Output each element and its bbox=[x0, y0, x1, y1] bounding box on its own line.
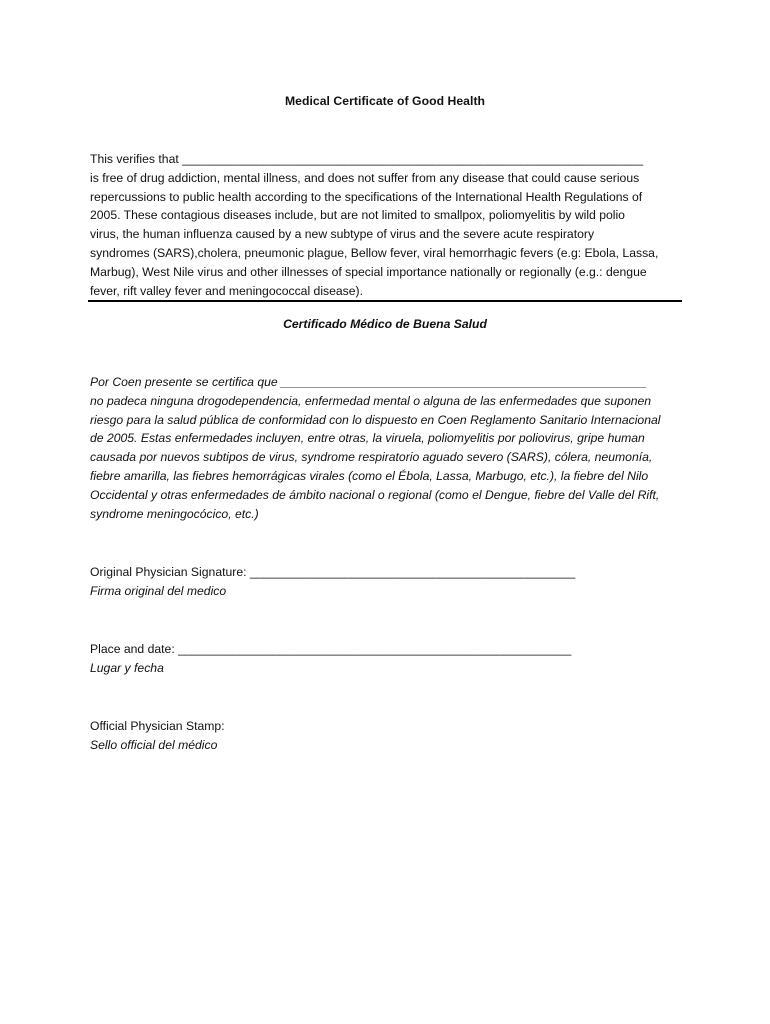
english-line: virus, the human influenza caused by a new subtype of virus and the severe acute respiratory bbox=[90, 227, 595, 242]
english-line: syndromes (SARS),cholera, pneumonic plague, Bellow fever, viral hemorrhagic fevers (e.g: Ebola, Lassa, bbox=[90, 245, 659, 260]
stamp-label: Official Physician Stamp: bbox=[90, 719, 225, 733]
spanish-line: causada por nuevos subtipos de virus, syndrome respiratorio aguado severo (SARS), cólera, neumonía, bbox=[90, 450, 653, 465]
place-date-sublabel: Lugar y fecha bbox=[90, 661, 164, 675]
english-line: fever, rift valley fever and meningococcal disease). bbox=[90, 283, 363, 298]
signature-field bbox=[90, 563, 575, 601]
stamp-field bbox=[90, 717, 225, 755]
english-line: This verifies that ____________________________________________________________________ bbox=[90, 152, 644, 166]
english-line: Marbug), West Nile virus and other illnesses of special importance nationally or regionally (e.g.: dengue bbox=[90, 264, 647, 279]
spanish-title: Certificado Médico de Buena Salud bbox=[283, 317, 487, 331]
signature-label: Original Physician Signature: ________________________________________________ bbox=[90, 565, 576, 579]
spanish-line: no padeca ninguna drogodependencia, enfermedad mental o alguna de las enfermedades que suponen bbox=[90, 393, 652, 408]
section-divider bbox=[88, 300, 682, 302]
english-line: 2005. These contagious diseases include, but are not limited to smallpox, poliomyelitis by wild polio bbox=[90, 208, 625, 223]
spanish-line: Por Coen presente se certifica que ______________________________________________________ bbox=[90, 375, 648, 389]
spanish-line: Occidental y otras enfermedades de ámbito nacional o regional (como el Dengue, fiebre del Valle del Rift, bbox=[90, 487, 660, 502]
document-title: Medical Certificate of Good Health bbox=[284, 94, 486, 108]
english-line: repercussions to public health according to the specifications of the International Health Regulations of bbox=[90, 189, 643, 204]
spanish-paragraph bbox=[90, 373, 686, 523]
signature-sublabel: Firma original del medico bbox=[90, 584, 227, 598]
english-paragraph bbox=[90, 150, 682, 300]
spanish-line: syndrome meningocócico, etc.) bbox=[90, 506, 259, 521]
spanish-line: riesgo para la salud pública de conformidad con lo dispuesto en Coen Reglamento Sanitario Internacional bbox=[90, 412, 661, 427]
english-line: is free of drug addiction, mental illness, and does not suffer from any disease that could cause serious bbox=[90, 170, 640, 185]
spanish-line: fiebre amarilla, las fiebres hemorrágicas virales (como el Ébola, Lassa, Marbugo, etc.), la fiebre del Nilo bbox=[90, 468, 649, 483]
stamp-sublabel: Sello official del médico bbox=[90, 738, 218, 752]
spanish-line: de 2005. Estas enfermedades incluyen, entre otras, la viruela, poliomyelitis por poliovirus, gripe human bbox=[90, 431, 645, 446]
place-date-field bbox=[90, 640, 571, 678]
place-date-label: Place and date: __________________________________________________________ bbox=[90, 642, 572, 656]
